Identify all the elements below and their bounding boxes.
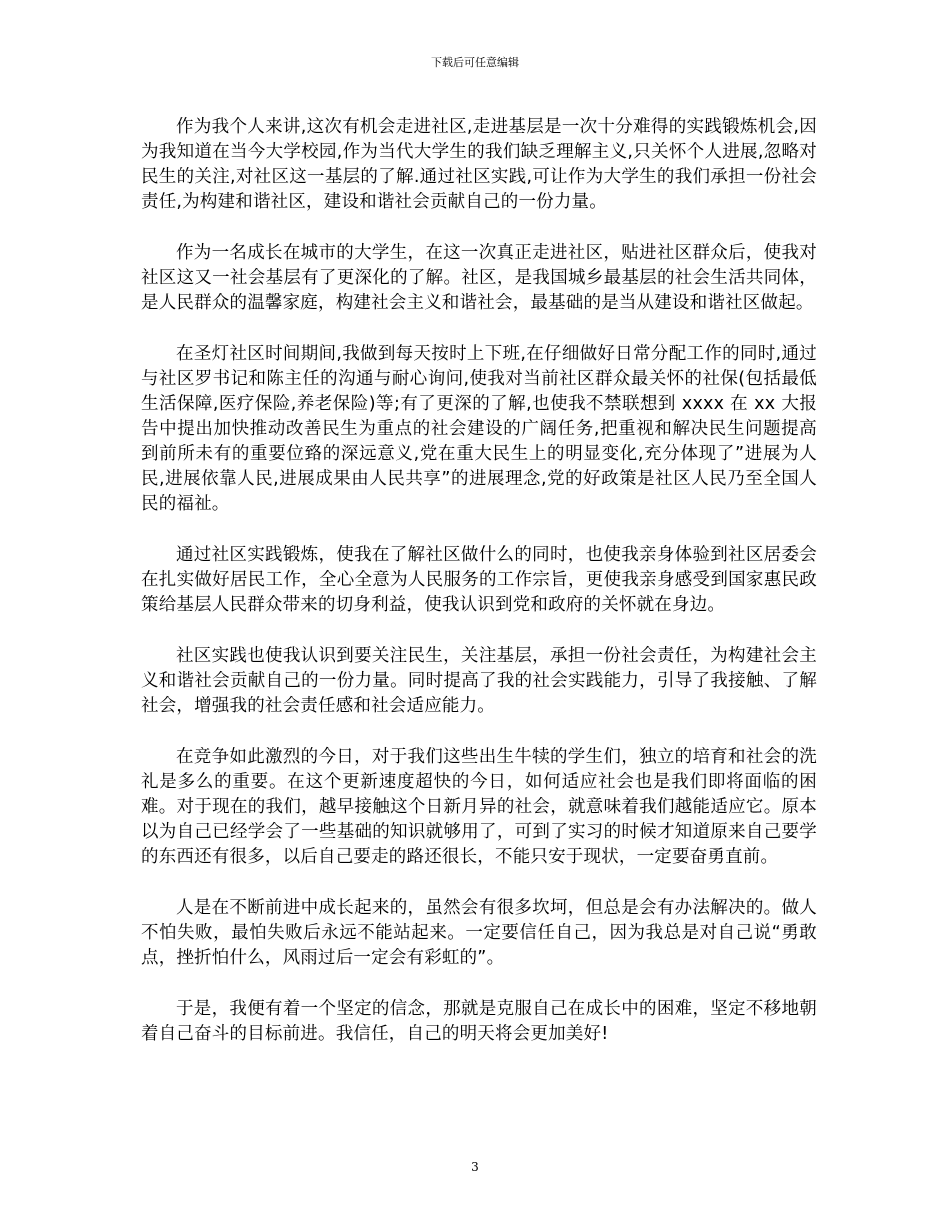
paragraph-6: 在竞争如此激烈的今日，对于我们这些出生牛犊的学生们，独立的培育和社会的洗礼是多么的重要。在这个更新速度超快的今日，如何适应社会也是我们即将面临的困难。对于现在的我们，越早接触这个日新月异的社会，就意味着我们越能适应它。原本以为自己已经学会了一些基础的知识就够用了，可到了实习的时候才知道原来自己要学的东西还有很多，以后自己要走的路还很长，不能只安于现状，一定要奋勇直前。 bbox=[141, 747, 817, 867]
document-body bbox=[141, 115, 817, 1073]
page-header: 下载后可任意编辑 bbox=[431, 56, 519, 69]
paragraph-3: 在圣灯社区时间期间,我做到每天按时上下班,在仔细做好日常分配工作的同时,通过与社区罗书记和陈主任的沟通与耐心询问,使我对当前社区群众最关怀的社保(包括最低生活保障,医疗保险,养老保险)等;有了更深的了解,也使我不禁联想到 xxxx 在 xx 大报告中提出加快推动改善民生为重点的社会建设的广阔任务,把重视和解决民生问题提高到前所未有的重要位臵的深远意义,党在重大民生上的明显变化,充分体现了”进展为人民,进展依靠人民,进展成果由人民共享”的进展理念,党的好政策是社区人民乃至全国人民的福祉。 bbox=[141, 344, 817, 514]
paragraph-1: 作为我个人来讲,这次有机会走进社区,走进基层是一次十分难得的实践锻炼机会,因为我知道在当今大学校园,作为当代大学生的我们缺乏理解主义,只关怀个人进展,忽略对民生的关注,对社区这一基层的了解.通过社区实践,可让作为大学生的我们承担一份社会责任,为构建和谐社区，建设和谐社会贡献自己的一份力量。 bbox=[141, 117, 817, 212]
paragraph-7: 人是在不断前进中成长起来的，虽然会有很多坎坷，但总是会有办法解决的。做人不怕失败，最怕失败后永远不能站起来。一定要信任自己，因为我总是对自己说“勇敢点，挫折怕什么，风雨过后一定会有彩虹的”。 bbox=[141, 898, 817, 968]
page-number: 3 bbox=[471, 1160, 479, 1174]
paragraph-4: 通过社区实践锻炼，使我在了解社区做什么的同时，也使我亲身体验到社区居委会在扎实做好居民工作，全心全意为人民服务的工作宗旨，更使我亲身感受到国家惠民政策给基层人民群众带来的切身利益，使我认识到党和政府的关怀就在身边。 bbox=[141, 545, 817, 615]
paragraph-8: 于是，我便有着一个坚定的信念，那就是克服自己在成长中的困难，坚定不移地朝着自己奋斗的目标前进。我信任，自己的明天将会更加美好! bbox=[141, 999, 817, 1044]
paragraph-2: 作为一名成长在城市的大学生，在这一次真正走进社区，贴进社区群众后，使我对社区这又一社会基层有了更深化的了解。社区，是我国城乡最基层的社会生活共同体，是人民群众的温馨家庭，构建社会主义和谐社会，最基础的是当从建设和谐社区做起。 bbox=[141, 243, 817, 313]
paragraph-5: 社区实践也使我认识到要关注民生，关注基层，承担一份社会责任，为构建社会主义和谐社会贡献自己的一份力量。同时提高了我的社会实践能力，引导了我接触、了解社会，增强我的社会责任感和社会适应能力。 bbox=[141, 646, 817, 716]
